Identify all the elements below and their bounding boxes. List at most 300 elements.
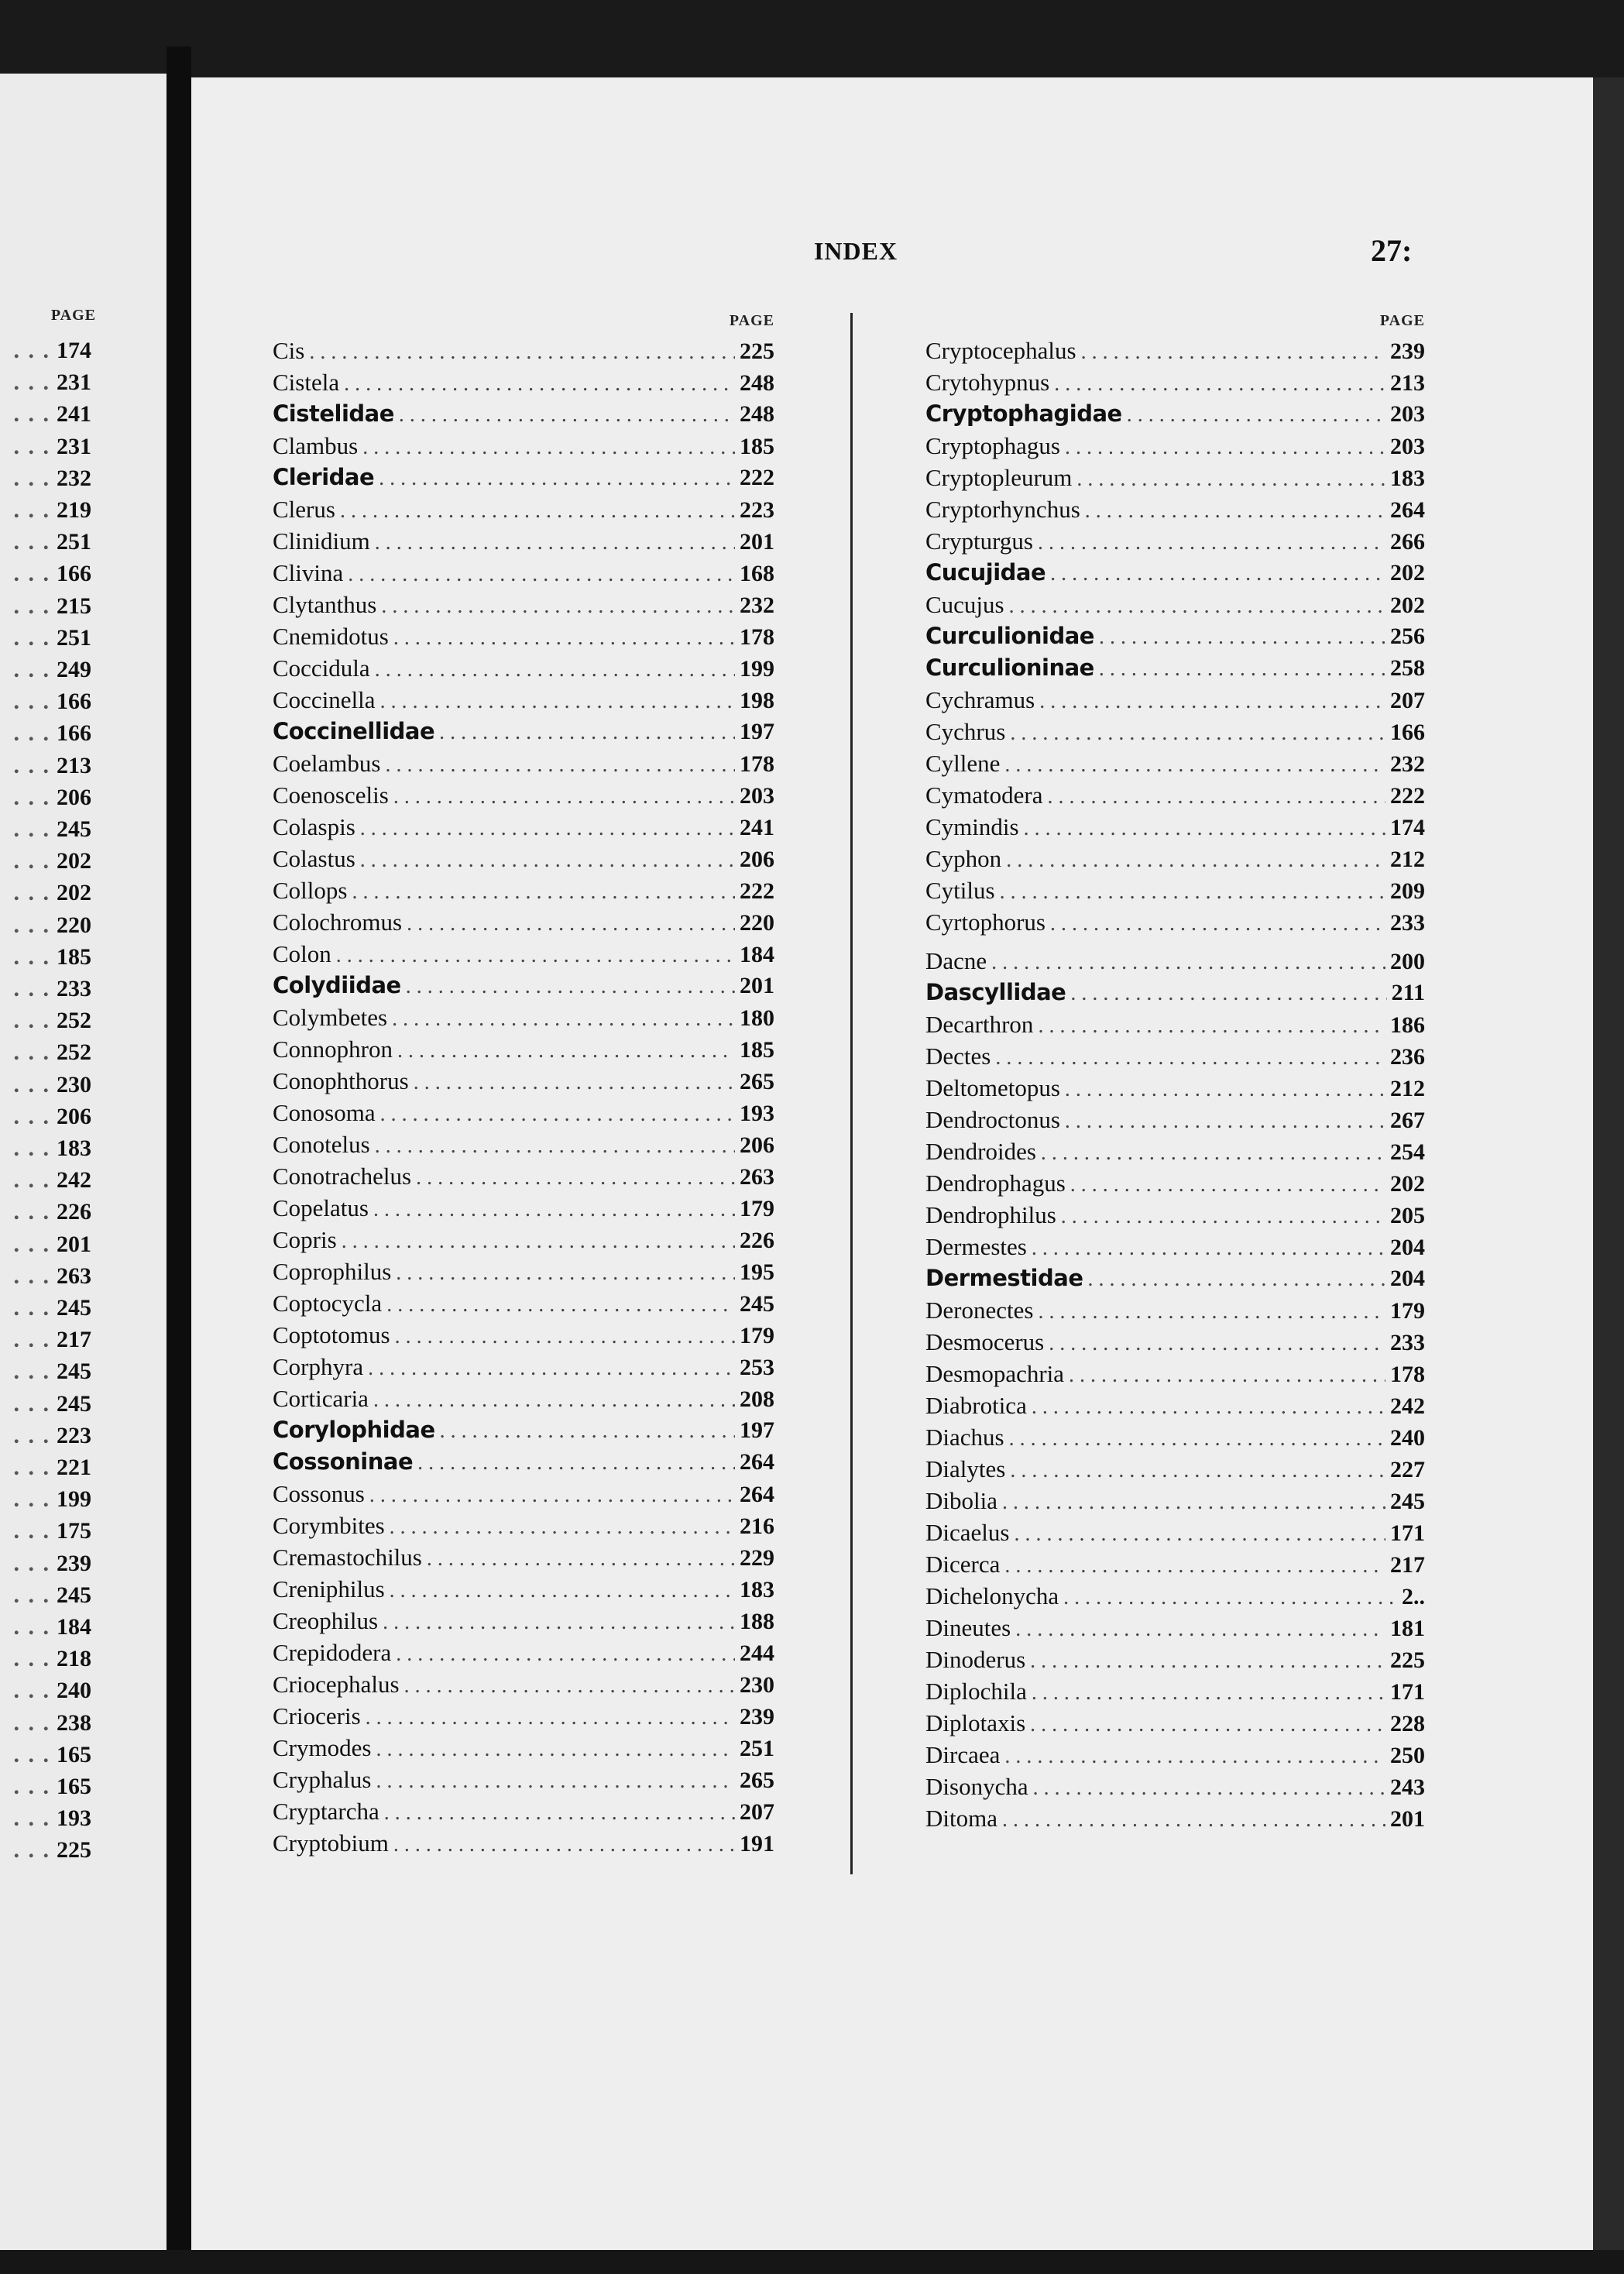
dot-leader [1004,1740,1385,1772]
dot-leader: . . . [13,1390,50,1417]
dot-leader [390,1511,735,1543]
genus-name: Diplotaxis [925,1709,1026,1736]
dot-leader [1009,590,1385,622]
dot-leader [1014,1518,1385,1550]
dot-leader [1000,876,1385,908]
dot-leader [417,1447,735,1479]
page-reference: 185 [740,1037,774,1063]
left-fragment-row [0,431,91,462]
dot-leader [396,1257,735,1289]
genus-name: Cryptocephalus [925,337,1076,364]
dot-leader: . . . [13,1167,50,1194]
page-reference: 232 [1390,751,1425,777]
page-number: 27: [1371,233,1413,268]
genus-name: Dendrophagus [925,1170,1066,1197]
dot-leader: . . . [13,1262,50,1289]
page-reference: 245 [57,1295,91,1321]
page-reference: 202 [57,848,91,874]
index-entry [925,430,1425,462]
index-entry [273,335,774,366]
dot-leader [1099,621,1385,653]
index-entry [273,1128,774,1160]
page-reference: 263 [57,1262,91,1289]
dot-leader [995,1042,1385,1073]
index-entry [273,1414,774,1446]
dot-leader [1065,1105,1385,1137]
dot-leader: . . . [13,1359,50,1385]
left-fragment-row [0,1228,91,1260]
genus-name: Conotelus [273,1131,370,1158]
left-fragment-row [0,1643,91,1675]
index-entry [925,684,1425,716]
index-entry [273,1287,774,1319]
running-head: INDEX [813,237,898,265]
dot-leader [1032,1232,1385,1264]
genus-name: Coptotomus [273,1321,390,1348]
dot-leader: . . . [13,784,50,810]
index-entry [273,1256,774,1287]
dot-leader [369,1479,735,1511]
index-entry [925,1548,1425,1580]
left-fragment-page-header: PAGE [50,307,96,324]
page-reference: 202 [1390,560,1425,586]
left-fragment-row [0,1771,91,1802]
page-reference: 243 [1390,1774,1425,1800]
page-reference: 185 [740,434,774,459]
page-reference: 215 [57,593,91,619]
dot-leader [1009,1423,1385,1455]
dot-leader: . . . [13,1071,50,1097]
left-fragment-row [0,1515,91,1547]
page-reference: 251 [57,624,91,651]
index-entry [273,589,774,620]
left-fragment-row [0,654,91,685]
page-reference: 205 [1390,1203,1425,1228]
page-edge-shadow [1593,77,1624,2274]
genus-name: Ditoma [925,1805,997,1832]
dot-leader [368,1352,735,1384]
dot-leader: . . . [13,1486,50,1513]
genus-name: Criocephalus [273,1671,400,1698]
dot-leader [366,1702,735,1733]
page-reference: 165 [57,1741,91,1767]
page-reference: 206 [740,847,774,872]
dot-leader [390,1575,735,1606]
family-name: Curculionidae [925,623,1094,649]
dot-leader [379,462,735,494]
dot-leader [1049,1328,1385,1359]
left-fragment-row [0,1196,91,1228]
page-reference: 184 [57,1614,91,1640]
dot-leader [393,622,735,654]
dot-leader [396,1638,735,1670]
page-reference: 240 [57,1678,91,1704]
page-reference: 231 [57,433,91,459]
page-reference: 186 [1390,1012,1425,1038]
index-entry [925,716,1425,747]
left-fragment-row [0,845,91,877]
page-reference: 204 [1390,1235,1425,1260]
genus-name: Crepidodera [273,1639,392,1666]
page-reference: 264 [740,1449,774,1475]
index-entry [925,1707,1425,1739]
scan-bottom-border [0,2250,1624,2274]
index-entry [273,493,774,525]
page-reference: 201 [57,1231,91,1257]
index-entry [925,1421,1425,1453]
index-entry [273,684,774,716]
page-reference: 201 [740,973,774,998]
page-reference: 238 [57,1709,91,1736]
dot-leader: . . . [13,1231,50,1257]
page-reference: 227 [1390,1457,1425,1482]
left-fragment-row [0,1739,91,1771]
page-reference: 175 [57,1518,91,1544]
page-reference: 226 [57,1199,91,1225]
dot-leader [1081,336,1385,368]
page-reference: 240 [1390,1425,1425,1451]
genus-name: Cryphalus [273,1766,372,1793]
page-reference: 171 [1390,1679,1425,1705]
dot-leader: . . . [13,1455,50,1480]
family-name: Corylophidae [273,1417,435,1443]
dot-leader: . . . [13,752,50,778]
dot-leader [1127,399,1385,431]
index-entry [273,1573,774,1605]
family-name: Coccinellidae [273,718,435,744]
page-reference: 200 [1390,949,1425,974]
index-entry [925,557,1425,589]
index-entry [925,1008,1425,1040]
index-entry [925,1644,1425,1675]
index-entry [273,1732,774,1764]
dot-leader: . . . [13,624,50,651]
index-entry [273,557,774,589]
left-fragment-row [0,877,91,909]
page-reference: 222 [740,878,774,904]
dot-leader: . . . [13,338,50,363]
index-entry [273,938,774,970]
page-reference: 265 [740,1767,774,1793]
page-reference: 209 [1390,878,1425,904]
page-reference: 171 [1390,1520,1425,1546]
genus-name: Cryptophagus [925,432,1060,459]
index-entry [273,716,774,747]
family-name: Cucujidae [925,559,1046,586]
dot-leader [381,590,735,622]
index-entry [925,1040,1425,1072]
left-fragment-row [0,335,91,366]
page-reference: 233 [1390,910,1425,936]
page-reference: 222 [740,465,774,490]
family-name: Dermestidae [925,1265,1083,1291]
page-reference: 174 [1390,815,1425,840]
page-reference: 242 [57,1167,91,1194]
page-reference: 244 [740,1640,774,1666]
genus-name: Colon [273,940,331,967]
index-entry [925,1167,1425,1199]
page-reference: 253 [740,1355,774,1380]
index-entry [273,1764,774,1795]
page-reference: 233 [1390,1330,1425,1355]
index-entry [925,1326,1425,1358]
genus-name: Dineutes [925,1614,1011,1641]
dot-leader [1006,844,1385,876]
page-reference: 165 [57,1774,91,1799]
book-gutter [167,46,191,2274]
dot-leader [399,399,735,431]
page-reference: 251 [57,529,91,555]
index-column-left [273,307,774,1859]
page-reference: 207 [740,1799,774,1825]
genus-name: Deltometopus [925,1074,1060,1101]
genus-name: Cryptopleurum [925,464,1073,491]
left-fragment-row [0,1675,91,1706]
page-reference: 166 [57,561,91,587]
left-fragment-row [0,462,91,494]
family-name: Dascyllidae [925,979,1066,1005]
page-reference: 252 [57,1008,91,1034]
genus-name: Crioceris [273,1702,361,1730]
page-reference: 265 [740,1069,774,1094]
dot-leader [393,781,735,812]
dot-leader [1070,1169,1385,1201]
dot-leader: . . . [13,912,50,938]
left-fragment-row [0,558,91,589]
index-entry [273,811,774,843]
dot-leader [1065,431,1385,463]
genus-name: Crytohypnus [925,369,1050,396]
page-reference: 178 [740,751,774,777]
index-entry [925,1771,1425,1802]
dot-leader [344,368,735,400]
dot-leader [1085,495,1385,527]
genus-name: Dendrophilus [925,1201,1056,1228]
genus-name: Decarthron [925,1011,1034,1038]
left-fragment-row [0,1611,91,1643]
index-entry [273,525,774,557]
column-page-header: PAGE [1379,312,1425,329]
dot-leader: . . . [13,561,50,587]
page-reference: 188 [740,1609,774,1634]
page-reference: 236 [1390,1044,1425,1070]
index-entry [925,843,1425,874]
dot-leader [1050,558,1385,589]
index-entry [925,493,1425,525]
genus-name: Dendroides [925,1138,1036,1165]
dot-leader [380,685,735,717]
left-fragment-row [0,1707,91,1739]
page-reference: 197 [740,719,774,744]
genus-name: Cryptobium [273,1829,389,1857]
index-entry [925,1389,1425,1421]
genus-name: Conophthorus [273,1067,409,1094]
page-reference: 245 [1390,1489,1425,1514]
index-entry [925,1485,1425,1517]
page-reference: 179 [1390,1298,1425,1324]
page-reference: 228 [1390,1711,1425,1736]
left-fragment-row [0,1420,91,1451]
index-entry [273,874,774,906]
index-entry [273,1383,774,1414]
family-name: Cossoninae [273,1448,414,1475]
dot-leader [375,654,735,685]
page-reference: 263 [740,1164,774,1190]
index-entry [273,1478,774,1510]
dot-leader: . . . [13,1135,50,1161]
dot-leader: . . . [13,593,50,619]
page-reference: 241 [57,401,91,428]
page-reference: 183 [57,1135,91,1161]
dot-leader [1002,1486,1385,1518]
page-reference: 225 [1390,1647,1425,1673]
dot-leader [1038,1296,1385,1328]
genus-name: Clerus [273,496,335,523]
genus-name: Corymbites [273,1512,385,1539]
dot-leader [440,1415,735,1447]
page-reference: 168 [740,561,774,586]
dot-leader [427,1543,735,1575]
page-reference: 198 [740,688,774,713]
left-fragment-row [0,717,91,749]
left-fragment-row [0,750,91,781]
index-entry [925,1739,1425,1771]
index-entry [273,1700,774,1732]
genus-name: Cytilus [925,877,995,904]
dot-leader: . . . [13,1837,50,1864]
dot-leader [1076,463,1385,495]
page-reference: 212 [1390,847,1425,872]
page-reference: 213 [1390,370,1425,396]
family-name: Curculioninae [925,654,1094,681]
page-reference: 216 [740,1513,774,1539]
index-entry-list [273,335,774,1859]
genus-name: Dacne [925,947,987,974]
genus-name: Corticaria [273,1385,369,1412]
page-reference: 245 [740,1291,774,1317]
left-fragment-row [0,1324,91,1355]
index-entry [925,1135,1425,1167]
page-reference: 223 [57,1422,91,1448]
page-reference: 166 [57,689,91,715]
left-fragment-row [0,1451,91,1483]
page-reference: 183 [740,1577,774,1602]
page-reference: 212 [1390,1076,1425,1101]
index-entry [273,1319,774,1351]
dot-leader [360,844,735,876]
genus-name: Dialytes [925,1455,1006,1482]
dot-leader [386,749,736,781]
genus-name: Cnemidotus [273,623,389,650]
page-reference: 249 [57,657,91,682]
page-reference: 230 [57,1071,91,1097]
dot-leader [404,1670,735,1702]
genus-name: Dendroctonus [925,1106,1060,1133]
page-reference: 266 [1390,529,1425,555]
page-reference: 201 [1390,1806,1425,1832]
dot-leader: . . . [13,1422,50,1448]
dot-leader: . . . [13,848,50,874]
genus-name: Crymodes [273,1734,372,1761]
index-entry [925,335,1425,366]
dot-leader: . . . [13,1039,50,1066]
dot-leader [1088,1263,1386,1295]
page-reference: 241 [740,815,774,840]
dot-leader: . . . [13,465,50,491]
page-reference: 206 [57,784,91,810]
index-entry [925,779,1425,811]
genus-name: Corphyra [273,1353,364,1380]
dot-leader [406,970,735,1002]
left-fragment-row [0,1834,91,1866]
genus-name: Coptocycla [273,1290,383,1317]
dot-leader: . . . [13,976,50,1001]
index-entry [273,1827,774,1859]
family-name: Cryptophagidae [925,400,1122,427]
dot-leader [1069,1359,1385,1391]
genus-name: Clivina [273,559,344,586]
genus-name: Disonycha [925,1773,1028,1800]
genus-name: Cryptorhynchus [925,496,1080,523]
dot-leader: . . . [13,1582,50,1608]
page-reference: 179 [740,1323,774,1348]
dot-leader [1099,653,1385,685]
index-entry [925,747,1425,779]
index-entry [925,589,1425,620]
page-reference: 225 [740,338,774,364]
dot-leader [393,1829,735,1860]
index-entry [925,1358,1425,1389]
index-entry [925,874,1425,906]
index-entry [925,811,1425,843]
index-entry [925,1802,1425,1834]
page-reference: 267 [1390,1108,1425,1133]
left-fragment-row [0,1036,91,1068]
column-page-header: PAGE [729,312,774,329]
dot-leader [340,495,735,527]
index-entry [925,906,1425,938]
dot-leader: . . . [13,1199,50,1225]
genus-name: Clytanthus [273,591,377,618]
index-entry [273,970,774,1001]
dot-leader [1024,812,1385,844]
dot-leader [1032,1391,1385,1423]
left-fragment-row [0,1164,91,1196]
dot-leader [1048,781,1385,812]
index-entry [925,1675,1425,1707]
index-entry [273,1224,774,1256]
genus-name: Dermestes [925,1233,1027,1260]
page-reference: 191 [740,1831,774,1857]
page-reference: 219 [57,497,91,523]
dot-leader [392,1003,735,1035]
page-reference: 211 [1391,980,1425,1005]
page-reference: 166 [1390,720,1425,745]
genus-name: Colaspis [273,813,355,840]
dot-leader: . . . [13,1327,50,1353]
genus-name: Colastus [273,845,355,872]
index-entry [925,1517,1425,1548]
left-fragment-row [0,366,91,398]
page-reference: 202 [1390,593,1425,618]
left-fragment-row [0,941,91,973]
index-entry [925,462,1425,493]
left-fragment-row [0,909,91,941]
dot-leader [1041,1137,1385,1169]
page-reference: 206 [57,1103,91,1129]
dot-leader [1030,1709,1385,1740]
dot-leader [1039,685,1385,717]
